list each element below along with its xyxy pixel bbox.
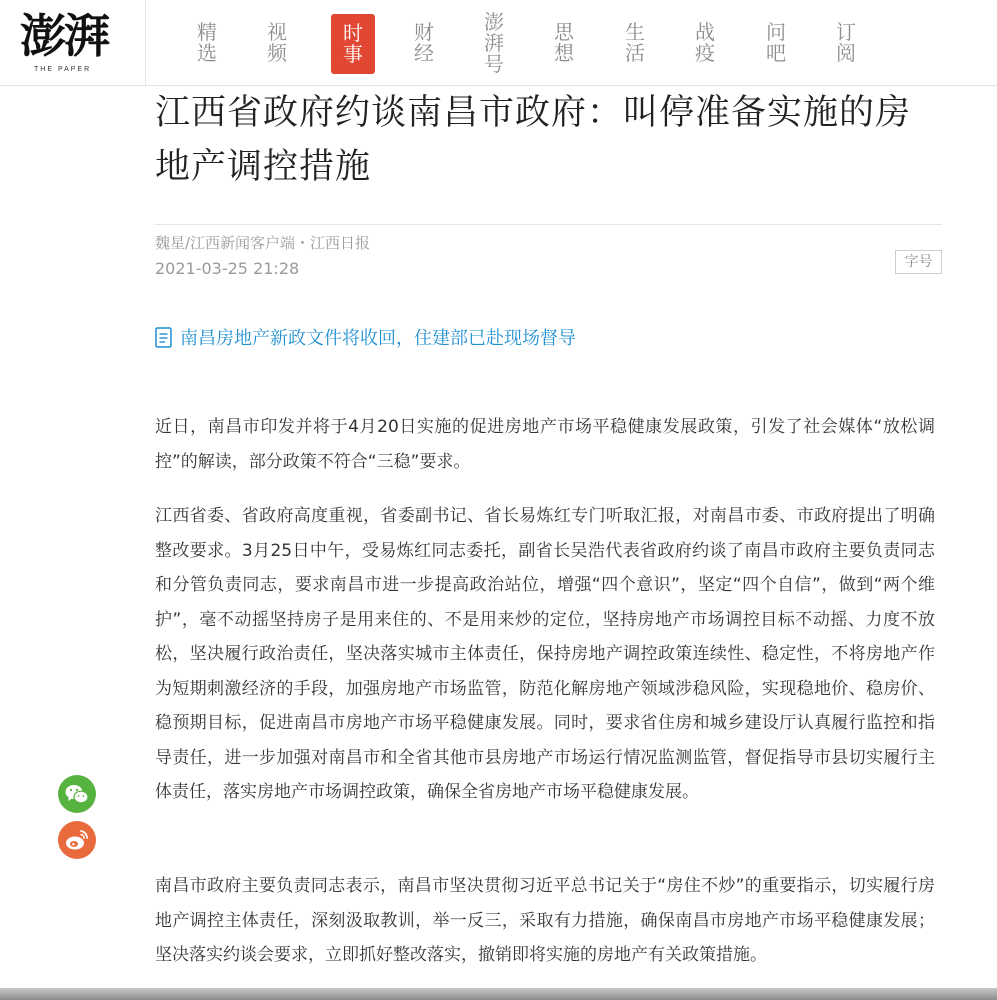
window-bottom-edge [0, 988, 997, 1000]
top-navigation-bar [0, 0, 997, 86]
nav-item-dingyue[interactable]: 订阅 [836, 20, 856, 65]
related-article-text: 南昌房地产新政文件将收回，住建部已赴现场督导 [180, 328, 576, 349]
logo-text: 澎湃 [20, 9, 108, 63]
header-divider [155, 224, 942, 225]
nav-item-pengpaihao[interactable]: 澎湃号 [484, 9, 504, 76]
nav-item-wenba[interactable]: 问吧 [766, 20, 786, 65]
nav-item-shipin[interactable]: 视频 [267, 20, 287, 65]
wechat-share-button[interactable] [58, 775, 96, 813]
nav-item-sixiang[interactable]: 思想 [554, 20, 574, 65]
logo-subtitle: THE PAPER [34, 66, 92, 73]
site-logo[interactable] [0, 0, 146, 86]
related-article-link[interactable] [155, 324, 576, 350]
nav-item-shenghuo[interactable]: 生活 [625, 20, 645, 65]
nav-item-zhanyi[interactable]: 战疫 [695, 20, 715, 65]
article-title: 江西省政府约谈南昌市政府：叫停准备实施的房地产调控措施 [155, 93, 912, 187]
nav-item-shishi[interactable]: 时事 [331, 14, 375, 74]
document-icon [155, 327, 172, 348]
nav-item-caijing[interactable]: 财经 [414, 20, 434, 65]
font-size-button[interactable]: 字号 [895, 250, 942, 274]
article-byline: 魏星/江西新闻客户端・江西日报 [155, 234, 371, 252]
article-datetime: 2021-03-25 21:28 [155, 259, 300, 278]
article-paragraph: 江西省委、省政府高度重视，省委副书记、省长易炼红专门听取汇报，对南昌市委、市政府提出了明确整改要求。3月25日中午，受易炼红同志委托，副省长吴浩代表省政府约谈了南昌市政府主要负责同志和分管负责同志，要求南昌市进一步提高政治站位，增强“四个意识”，坚定“四个自信”，做到“两个维护”，毫不动摇坚持房子是用来住的、不是用来炒的定位，坚持房地产市场调控目标不动摇、力度不放松，坚决履行政治责任，坚决落实城市主体责任，保持房地产调控政策连续性、稳定性，不将房地产作为短期刺激经济的手段，加强房地产市场监管，防范化解房地产领域涉稳风险，实现稳地价、稳房价、稳预期目标，促进南昌市房地产市场平稳健康发展。同时，要求省住房和城乡建设厅认真履行监控和指导责任，进一步加强对南昌市和全省其他市县房地产市场运行情况监测监管，督促指导市县切实履行主体责任，落实房地产市场调控政策，确保全省房地产市场平稳健康发展。 [155, 506, 935, 802]
article-paragraph: 近日，南昌市印发并将于4月20日实施的促进房地产市场平稳健康发展政策，引发了社会媒体“放松调控”的解读，部分政策不符合“三稳”要求。 [155, 417, 935, 472]
wechat-icon [58, 775, 96, 813]
weibo-share-button[interactable] [58, 821, 96, 859]
weibo-icon [58, 821, 96, 859]
article-paragraph: 南昌市政府主要负责同志表示，南昌市坚决贯彻习近平总书记关于“房住不炒”的重要指示，切实履行房地产调控主体责任，深刻汲取教训，举一反三，采取有力措施，确保南昌市房地产市场平稳健康发展；坚决落实约谈会要求，立即抓好整改落实，撤销即将实施的房地产有关政策措施。 [155, 876, 935, 965]
nav-item-jingxuan[interactable]: 精选 [197, 20, 217, 65]
